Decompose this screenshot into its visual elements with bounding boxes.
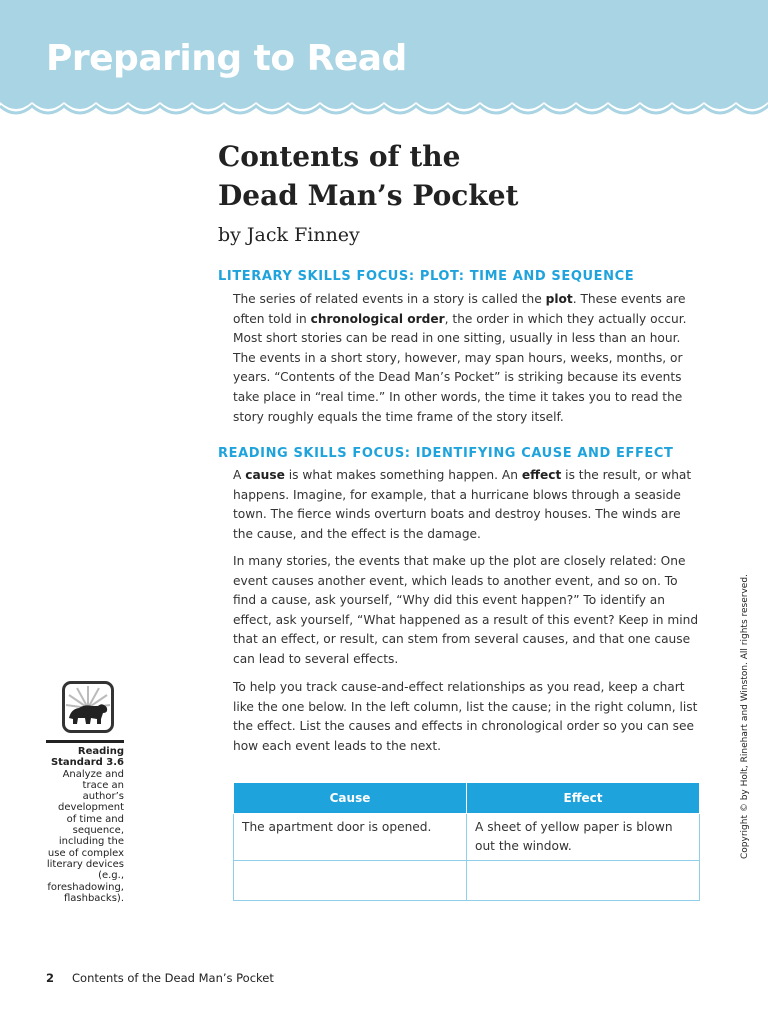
page-number: 2 xyxy=(46,971,55,985)
reading-standard-text: Analyze and trace an author’s development of time and sequence, including the use of complex literary devices (e.g., foreshadowing, flashbacks). xyxy=(46,768,124,904)
story-title-line-2: Dead Man’s Pocket xyxy=(218,179,519,212)
reading-skills-paragraph-2: In many stories, the events that make up the plot are closely related: One event causes another event, which leads to another event, and so on. To find a cause, ask yourself, “Why did this event happen?” To identify an effect, ask yourself, “What happened as a result of this event? Keep in mind that an effect, or result, can stem from several causes, and that one cause can lead to several effects. xyxy=(233,554,699,666)
table-header-cause: Cause xyxy=(234,783,467,814)
byline: by Jack Finney xyxy=(218,224,360,246)
table-cell-effect: A sheet of yellow paper is blown out the window. xyxy=(467,814,700,861)
header-banner xyxy=(0,0,768,125)
table-cell-effect xyxy=(467,861,700,901)
literary-skills-heading: LITERARY SKILLS FOCUS: PLOT: TIME AND SEQUENCE xyxy=(218,269,635,284)
table-row xyxy=(234,814,700,861)
table-header-effect: Effect xyxy=(467,783,700,814)
story-title xyxy=(218,137,698,215)
story-title-line-1: Contents of the xyxy=(218,140,461,173)
reading-standard-label: Reading Standard 3.6 xyxy=(50,746,124,769)
page-footer xyxy=(46,971,274,985)
bear-icon xyxy=(62,681,114,733)
literary-skills-paragraph: The series of related events in a story is called the plot. These events are often told in chronological order, the order in which they actually occur. Most short stories can be read in one sitting, usually in less than an hour. The events in a short story, however, may span hours, weeks, months, or years. “Contents of the Dead Man’s Pocket” is striking because its events take place in “real time.” In other words, the time it takes you to read the story roughly equals the time frame of the story itself. xyxy=(233,292,687,424)
reading-skills-heading: READING SKILLS FOCUS: IDENTIFYING CAUSE AND EFFECT xyxy=(218,446,674,461)
footer-title: Contents of the Dead Man’s Pocket xyxy=(72,971,274,985)
copyright-notice: Copyright © by Holt, Rinehart and Winston. All rights reserved. xyxy=(740,574,750,859)
banner-title: Preparing to Read xyxy=(46,38,407,79)
table-cell-cause: The apartment door is opened. xyxy=(234,814,467,861)
table-header-row xyxy=(234,783,700,814)
reading-standard-sidebar xyxy=(46,740,124,904)
reading-skills-paragraph-3: To help you track cause-and-effect relationships as you read, keep a chart like the one below. In the left column, list the cause; in the right column, list the effect. List the causes and effects in chronological order so you can see how each event leads to the next. xyxy=(233,680,698,753)
table-cell-cause xyxy=(234,861,467,901)
reading-skills-paragraph-1: A cause is what makes something happen. An effect is the result, or what happens. Imagine, for example, that a hurricane blows through a seaside town. The fierce winds overturn boats and destroy houses. The winds are the cause, and the effect is the damage. xyxy=(233,468,692,541)
table-row xyxy=(234,861,700,901)
cause-effect-table xyxy=(233,782,700,901)
